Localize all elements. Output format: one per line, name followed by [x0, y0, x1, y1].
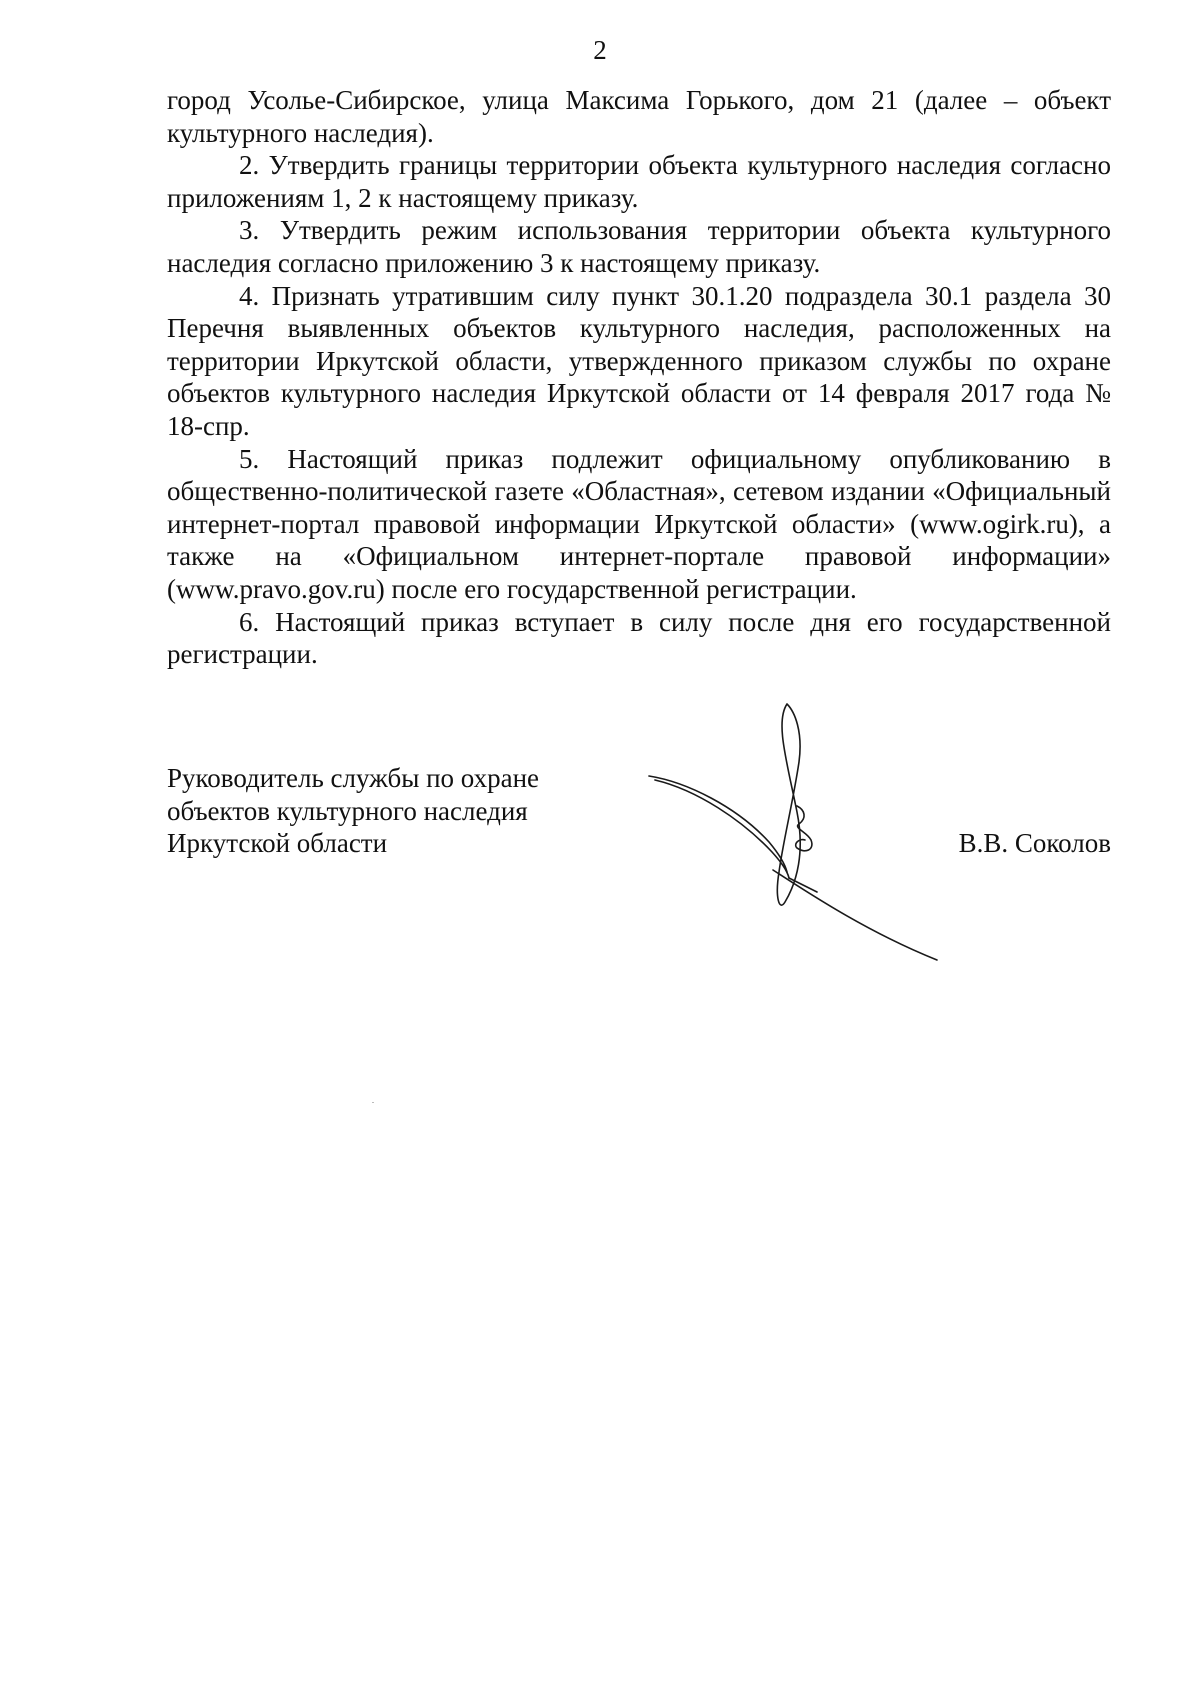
page-number: 2 [593, 35, 607, 65]
paragraph-item-4: 4. Признать утратившим силу пункт 30.1.20 подраздела 30.1 раздела 30 Перечня выявленных объектов культурного наследия, расположенных на территории Иркутской области, утвержденного приказом службы по охране объектов культурного наследия Иркутской области от 14 февраля 2017 года № 18-спр. [167, 280, 1111, 441]
signer-title-line-2: объектов культурного наследия [167, 795, 528, 826]
paragraph-item-3: 3. Утвердить режим использования территории объекта культурного наследия согласно приложению 3 к настоящему приказу. [167, 215, 1111, 278]
scan-speck [372, 1102, 374, 1103]
signer-title-line-3: Иркутской области [167, 828, 388, 859]
handwritten-signature [647, 702, 947, 962]
paragraph-item-2: 2. Утвердить границы территории объекта культурного наследия согласно приложениям 1, 2 к настоящему приказу. [167, 150, 1111, 213]
paragraph-continuation: город Усолье-Сибирское, улица Максима Горького, дом 21 (далее – объект культурного наследия). [167, 85, 1111, 148]
paragraph-item-5: 5. Настоящий приказ подлежит официальному опубликованию в общественно-политической газете «Областная», сетевом издании «Официальный интернет-портал правовой информации Иркутской области» (www.ogirk.ru), а также на «Официальном интернет-портале правовой информации» (www.pravo.gov.ru) после его государственной регистрации. [167, 443, 1111, 604]
signer-name: В.В. Соколов [958, 828, 1111, 858]
signer-title [167, 762, 607, 860]
signature-block [167, 762, 1111, 982]
paragraph-item-6: 6. Настоящий приказ вступает в силу после дня его государственной регистрации. [167, 606, 1111, 670]
document-body [167, 84, 1111, 671]
signer-title-line-1: Руководитель службы по охране [167, 763, 540, 793]
